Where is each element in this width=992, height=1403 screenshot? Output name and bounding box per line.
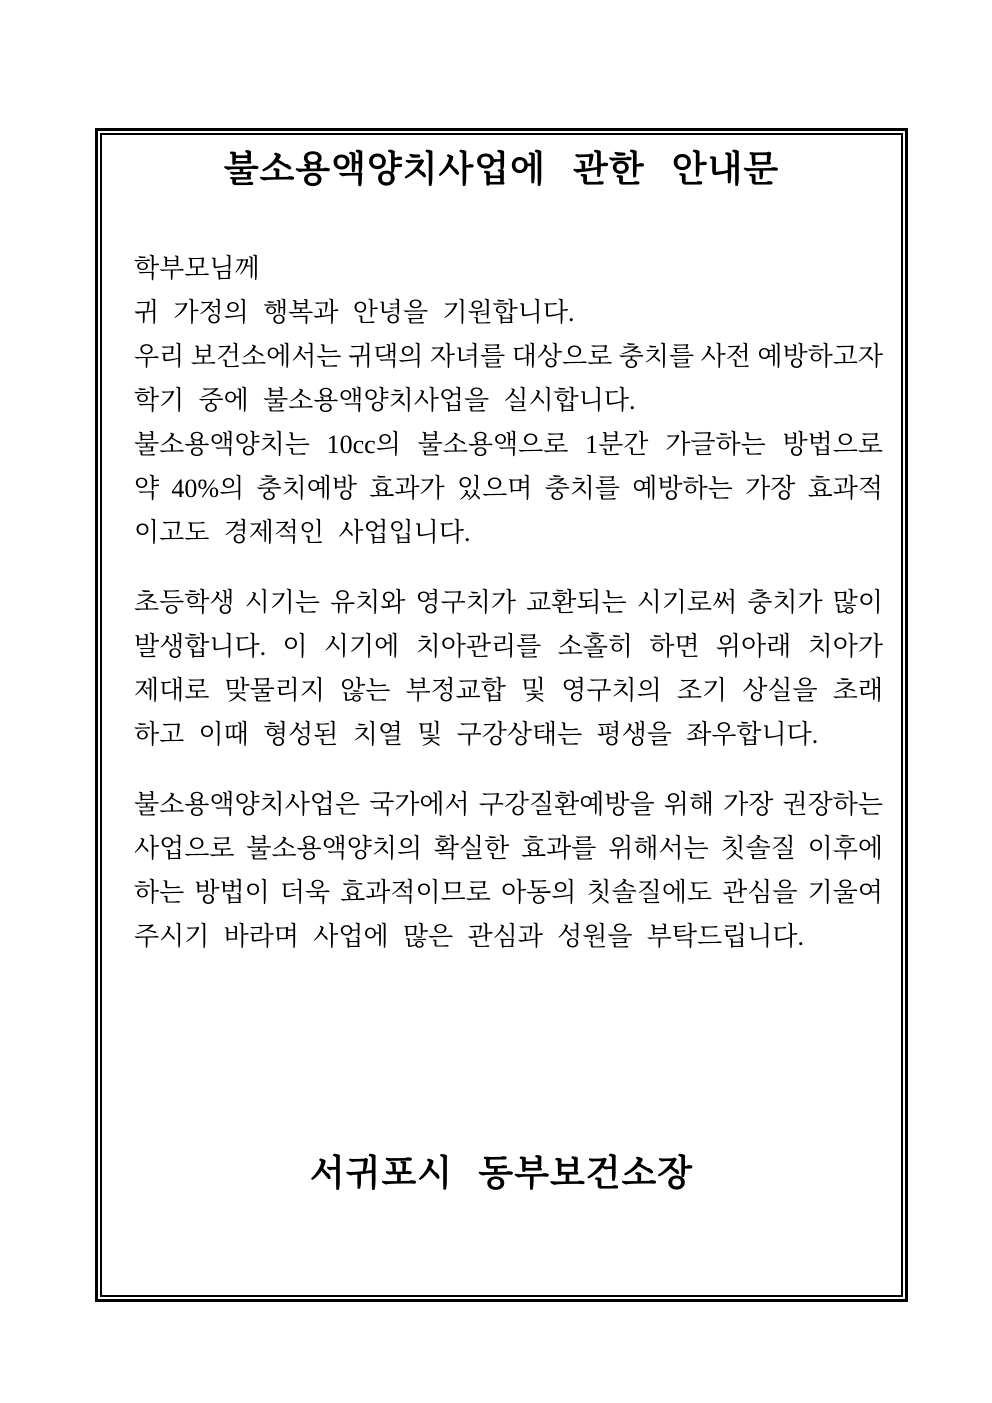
paragraph-dental-importance bbox=[134, 581, 883, 757]
text-line: 불소용액양치는 10cc의 불소용액으로 1분간 가글하는 방법으로 bbox=[134, 430, 883, 459]
text-line: 주시기 바라며 사업에 많은 관심과 성원을 부탁드립니다. bbox=[134, 922, 804, 951]
text-line: 발생합니다. 이 시기에 치아관리를 소홀히 하면 위아래 치아가 bbox=[134, 632, 883, 661]
paragraph-program-request bbox=[134, 783, 883, 959]
document-title: 불소용액양치사업에 관한 안내문 bbox=[223, 148, 780, 189]
text-line: 불소용액양치사업은 국가에서 구강질환예방을 위해 가장 권장하는 bbox=[134, 790, 883, 819]
paragraph-intro bbox=[134, 247, 883, 555]
text-line: 학부모님께 bbox=[134, 254, 260, 283]
document-inner-frame bbox=[100, 133, 903, 1297]
text-line: 학기 중에 불소용액양치사업을 실시합니다. bbox=[134, 386, 636, 415]
text-line: 하고 이때 형성된 치열 및 구강상태는 평생을 좌우합니다. bbox=[134, 720, 819, 749]
document-body bbox=[102, 247, 901, 959]
text-line: 초등학생 시기는 유치와 영구치가 교환되는 시기로써 충치가 많이 bbox=[134, 588, 883, 617]
text-line: 하는 방법이 더욱 효과적이므로 아동의 칫솔질에도 관심을 기울여 bbox=[134, 878, 883, 907]
text-line: 귀 가정의 행복과 안녕을 기원합니다. bbox=[134, 298, 575, 327]
text-line: 사업으로 불소용액양치의 확실한 효과를 위해서는 칫솔질 이후에 bbox=[134, 834, 883, 863]
text-line: 이고도 경제적인 사업입니다. bbox=[134, 518, 471, 547]
document-border-frame bbox=[95, 128, 908, 1302]
signature-line: 서귀포시 동부보건소장 bbox=[309, 1152, 694, 1193]
text-line: 우리 보건소에서는 귀댁의 자녀를 대상으로 충치를 사전 예방하고자 bbox=[134, 342, 883, 371]
text-line: 약 40%의 충치예방 효과가 있으며 충치를 예방하는 가장 효과적 bbox=[134, 474, 883, 503]
text-line: 제대로 맞물리지 않는 부정교합 및 영구치의 조기 상실을 초래 bbox=[134, 676, 883, 705]
